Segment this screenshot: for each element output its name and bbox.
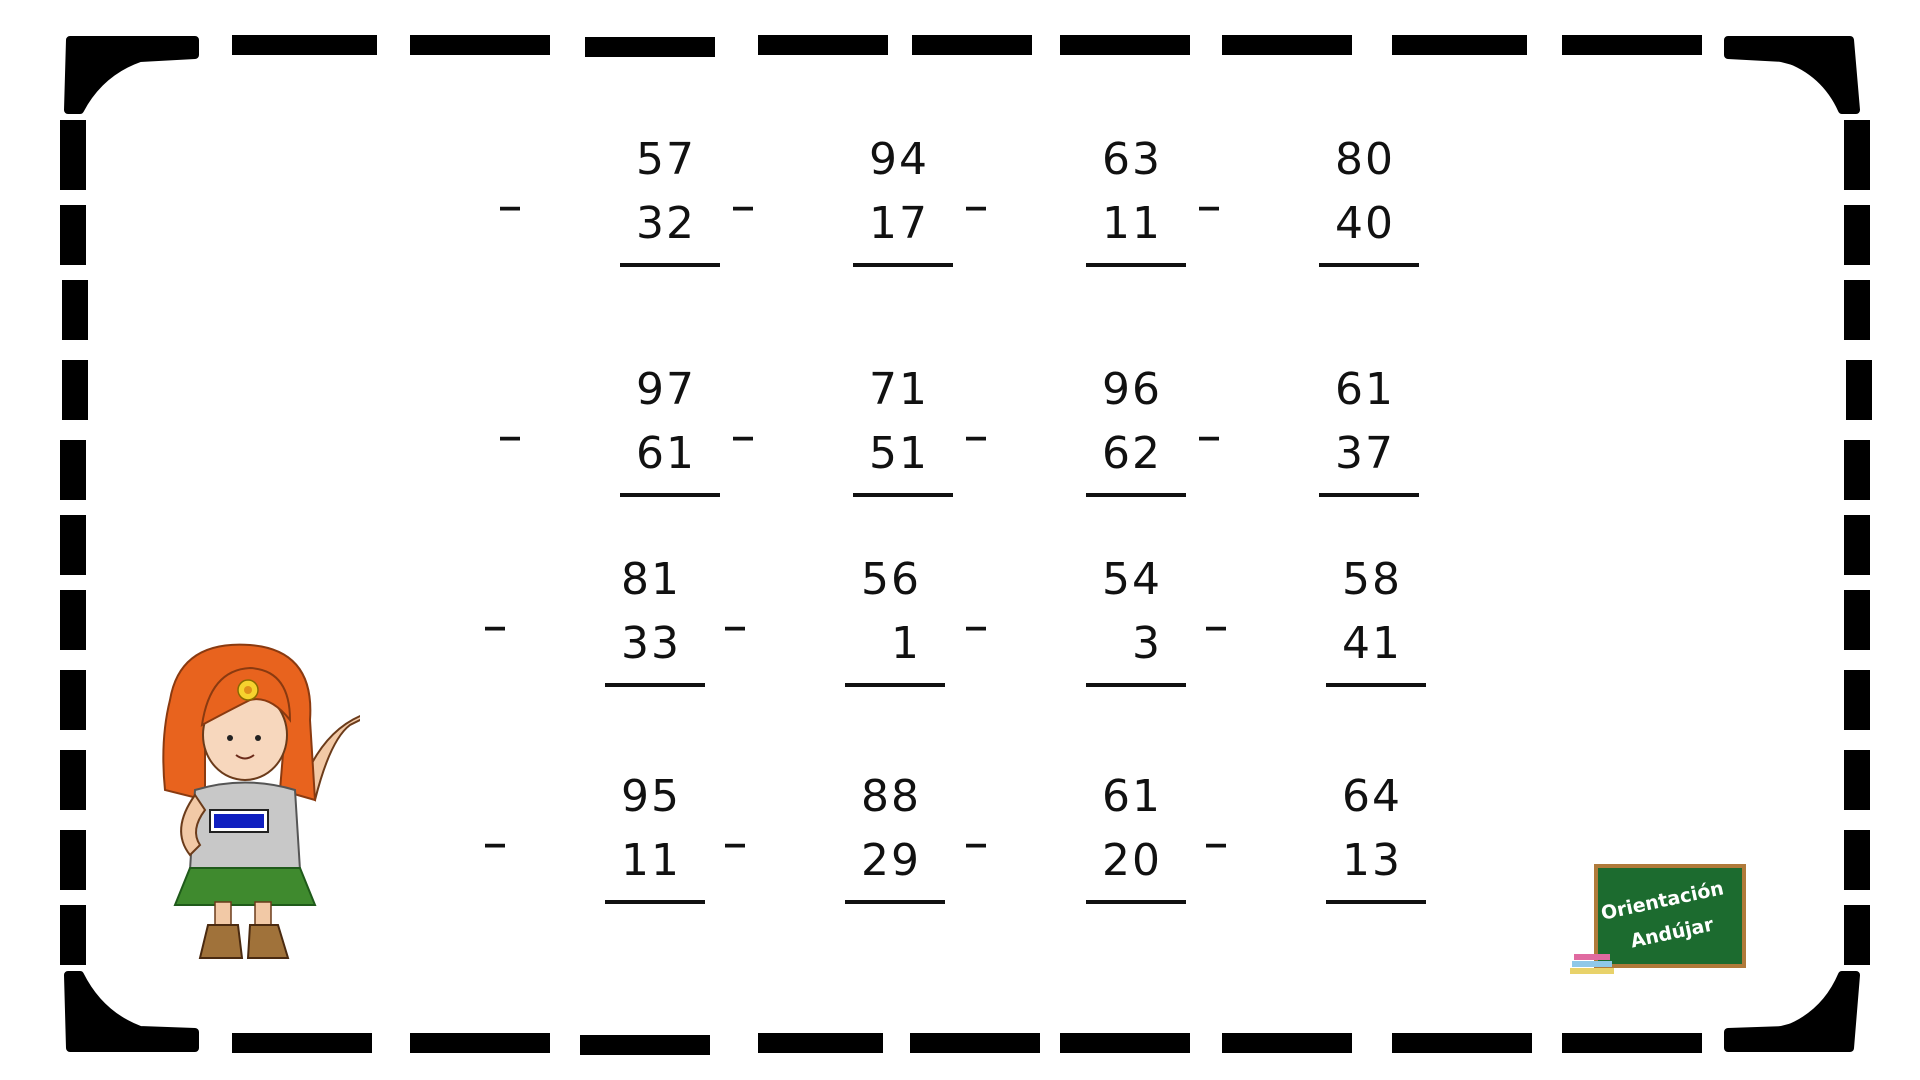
answer-line <box>845 683 945 687</box>
answer-line <box>1326 683 1426 687</box>
answer-line <box>1319 263 1419 267</box>
minuend: 71 <box>869 364 929 415</box>
minus-sign: _ <box>485 802 505 848</box>
minus-sign: _ <box>966 165 986 211</box>
problem-r4-c1 <box>485 757 725 907</box>
minuend: 57 <box>636 134 696 185</box>
minuend: 63 <box>1102 134 1162 185</box>
minuend: 64 <box>1342 771 1402 822</box>
problem-r4-c4 <box>1206 757 1446 907</box>
orientacion-andujar-logo <box>1570 860 1760 980</box>
answer-line <box>605 683 705 687</box>
minus-sign: _ <box>1199 395 1219 441</box>
minuend: 54 <box>1102 554 1162 605</box>
minus-sign: _ <box>966 802 986 848</box>
minuend: 56 <box>861 554 921 605</box>
minuend: 97 <box>636 364 696 415</box>
minus-sign: _ <box>733 165 753 211</box>
subtrahend: 37 <box>1335 428 1395 479</box>
answer-line <box>605 900 705 904</box>
answer-line <box>620 263 720 267</box>
books-icon <box>1570 952 1630 978</box>
minus-sign: _ <box>1206 585 1226 631</box>
minuend: 95 <box>621 771 681 822</box>
minuend: 81 <box>621 554 681 605</box>
subtrahend: 17 <box>869 198 929 249</box>
subtrahend: 33 <box>621 618 681 669</box>
answer-line <box>853 263 953 267</box>
logo-line-1: Orientación <box>1599 877 1726 925</box>
problem-r4-c2 <box>725 757 965 907</box>
minus-sign: _ <box>1199 165 1219 211</box>
subtrahend: 61 <box>636 428 696 479</box>
subtrahend: 11 <box>621 835 681 886</box>
problem-r2-c2 <box>733 350 973 500</box>
subtrahend: 11 <box>1102 198 1162 249</box>
subtrahend: 32 <box>636 198 696 249</box>
answer-line <box>845 900 945 904</box>
minus-sign: _ <box>725 802 745 848</box>
minus-sign: _ <box>500 395 520 441</box>
problem-r2-c1 <box>500 350 740 500</box>
subtrahend: 41 <box>1342 618 1402 669</box>
subtrahend: 29 <box>861 835 921 886</box>
answer-line <box>1086 683 1186 687</box>
problem-r1-c4 <box>1199 120 1439 270</box>
answer-line <box>620 493 720 497</box>
problem-r3-c4 <box>1206 540 1446 690</box>
problem-r3-c3 <box>966 540 1206 690</box>
answer-line <box>853 493 953 497</box>
minuend: 61 <box>1335 364 1395 415</box>
problem-r1-c3 <box>966 120 1206 270</box>
subtrahend: 51 <box>869 428 929 479</box>
minuend: 61 <box>1102 771 1162 822</box>
subtrahend: 13 <box>1342 835 1402 886</box>
problem-r2-c4 <box>1199 350 1439 500</box>
minus-sign: _ <box>500 165 520 211</box>
problem-r1-c1 <box>500 120 740 270</box>
girl-illustration <box>150 640 360 970</box>
problem-r1-c2 <box>733 120 973 270</box>
minus-sign: _ <box>485 585 505 631</box>
logo-line-2: Andújar <box>1628 913 1716 953</box>
minuend: 58 <box>1342 554 1402 605</box>
answer-line <box>1326 900 1426 904</box>
minuend: 88 <box>861 771 921 822</box>
answer-line <box>1319 493 1419 497</box>
answer-line <box>1086 263 1186 267</box>
answer-line <box>1086 900 1186 904</box>
problem-r3-c1 <box>485 540 725 690</box>
problem-r2-c3 <box>966 350 1206 500</box>
problem-r3-c2 <box>725 540 965 690</box>
answer-line <box>1086 493 1186 497</box>
problem-r4-c3 <box>966 757 1206 907</box>
subtrahend: 62 <box>1102 428 1162 479</box>
minuend: 96 <box>1102 364 1162 415</box>
minus-sign: _ <box>725 585 745 631</box>
minus-sign: _ <box>966 395 986 441</box>
subtrahend: 20 <box>1102 835 1162 886</box>
minuend: 94 <box>869 134 929 185</box>
minus-sign: _ <box>1206 802 1226 848</box>
minus-sign: _ <box>966 585 986 631</box>
minuend: 80 <box>1335 134 1395 185</box>
subtrahend: 3 <box>1132 618 1162 669</box>
subtrahend: 40 <box>1335 198 1395 249</box>
subtrahend: 1 <box>891 618 921 669</box>
minus-sign: _ <box>733 395 753 441</box>
